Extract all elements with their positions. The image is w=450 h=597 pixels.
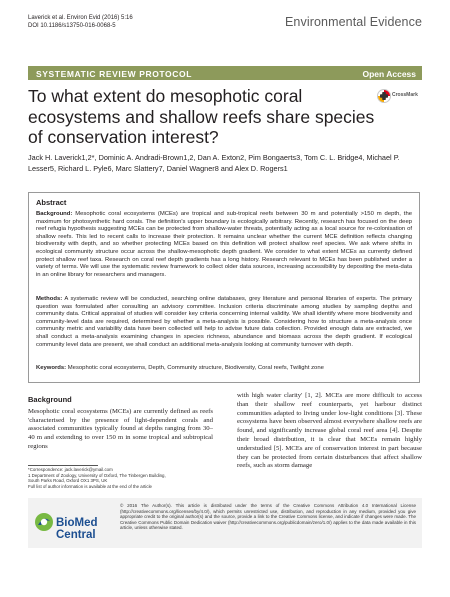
open-access-label: Open Access xyxy=(362,68,416,79)
more-info-line: Full list of author information is available at the end of the article xyxy=(28,483,152,489)
publisher-name: BioMed Central xyxy=(56,517,98,541)
affiliation-line: 1 Department of Zoology, University of Oxford, The Tinbergen Building, xyxy=(28,472,166,478)
citation-block xyxy=(28,15,133,30)
citation-line: Laverick et al. Environ Evid (2016) 5:16 xyxy=(28,15,133,21)
footnotes xyxy=(28,467,218,489)
abstract-keywords xyxy=(36,365,412,373)
body-column-right xyxy=(237,392,422,471)
license-text: © 2016 The Author(s). This article is distributed under the terms of the Creative Commons Attribution 4.0 International License (http://creativecommons.org/licenses/by/4.0/), which permits unrestricted use, distribution, and reproduction in any medium, provided you give appropriate credit to the original author(s) and the source, provide a link to the Creative Commons license, and indicate if changes were made. The Creative Commons Public Domain Dedication waiver (http://creativecommons.org/publicdomain/zero/1.0/) applies to the data made available in this article, unless otherwise stated. xyxy=(120,503,416,531)
methods-label: Methods: xyxy=(36,296,63,302)
background-label: Background: xyxy=(36,211,73,217)
abstract-heading: Abstract xyxy=(36,198,67,207)
crossmark-icon xyxy=(377,89,391,103)
abstract-box xyxy=(28,192,420,383)
article-type-label: SYSTEMATIC REVIEW PROTOCOL xyxy=(36,68,193,79)
crossmark-badge[interactable] xyxy=(377,87,423,107)
article-title: To what extent do mesophotic coral ecosystems and shallow reefs share species of conservation interest? xyxy=(28,86,375,147)
keywords-text: Mesophotic coral ecosystems, Depth, Community structure, Biodiversity, Coral reefs, Twilight zone xyxy=(66,365,324,371)
keywords-label: Keywords: xyxy=(36,365,67,371)
background-text: Mesophotic coral ecosystems (MCEs) are tropical and sub-tropical reefs between 30 m and potentially >150 m depth, the maximum for photosynthetic hard corals. The definition's upper boundary is ecologically arbitrary. Recently, research has focused on the deep reef refugia hypothesis suggesting MCEs can be protected from shallow-water threats, potentially acting as a local source for re-colonisation of shallow reefs. This led to recent calls to increase their protection. It remains unclear whether the current MCE definition reflects changing biodiversity with depth, and so whether protecting MCEs based on this definition will protect shallow reef species. We ask where shifts in ecological community structure occur across the shallow-mesophotic depth gradient. We consider to what extent MCEs as currently defined protect shallow reef taxa. Research on coral reef depth gradients has a long history. Research relevant to MCEs has been published under a variety of terms. We will use the systematic review framework to collect older data sources, increasing accessibility by depositing the meta-data in an online library for researchers and managers. xyxy=(36,211,412,278)
crossmark-label: CrossMark xyxy=(392,92,418,98)
correspondence-line: *Correspondence: jack.laverick@ymail.com xyxy=(28,467,113,472)
author-list: Jack H. Laverick1,2*, Dominic A. Andradi-Brown1,2, Dan A. Exton2, Pim Bongaerts3, Tom C. L. Bridge4, Michael P. Lesser5, Richard L. Pyle6, Marc Slattery7, Daniel Wagner8 and Alex D. Rogers1 xyxy=(28,153,400,173)
abstract-background xyxy=(36,211,412,279)
body-paragraph: Mesophotic coral ecosystems (MCEs) are currently defined as reefs 'characterised by the presence of light-dependent corals and associated communities typically found at depths ranging from 30–40 m and extending to over 150 m in some tropical and subtropical regions xyxy=(28,407,213,450)
biomed-central-logo xyxy=(34,506,114,540)
footnote-divider xyxy=(28,465,98,466)
bmc-emblem-icon xyxy=(34,512,54,532)
body-paragraph-continued: with high water clarity' [1, 2]. MCEs are more difficult to access than their shallow reef counterparts, yet harbour distinct communities adapted to living under low-light conditions [3]. These ecosystems have been observed almost everywhere shallow reefs are found, and significantly increase global coral reef area [4]. Despite their broad distribution, it is clear that MCEs remain highly understudied [5]. MCEs are of conservation interest in part because they can be protected from certain disturbances that affect shallow reefs, such as storm damage xyxy=(237,392,422,470)
body-column-left xyxy=(28,396,213,452)
article-type-banner xyxy=(28,66,422,80)
section-heading-background: Background xyxy=(28,395,72,404)
journal-name: Environmental Evidence xyxy=(285,15,422,29)
license-box xyxy=(28,498,422,548)
methods-text: A systematic review will be conducted, searching online databases, grey literature and personal libraries of experts. The primary question was formulated after consulting an advisory committee. Inclusion criteria discriminate among studies by sampling depths and community data. Critical appraisal of studies will consider key criteria concerning internal validity. We shall identify where more biodiversity and community-level data are required, determined by whether a meta-analysis is possible. Considering how to structure a meta-analysis once community metric and variability data have been collected will help to advise future data collection. Provided enough data are extracted, we shall conduct a meta-analysis examining changes in species richness, abundance and biomass across the depth gradient. If ecological community level data are present, we shall conduct an additional meta-analysis looking at community turnover with depth. xyxy=(36,296,412,348)
abstract-methods xyxy=(36,296,412,349)
affiliation-line: South Parks Road, Oxford OX1 3PS, UK xyxy=(28,478,108,484)
doi-line: DOI 10.1186/s13750-016-0068-5 xyxy=(28,22,116,29)
